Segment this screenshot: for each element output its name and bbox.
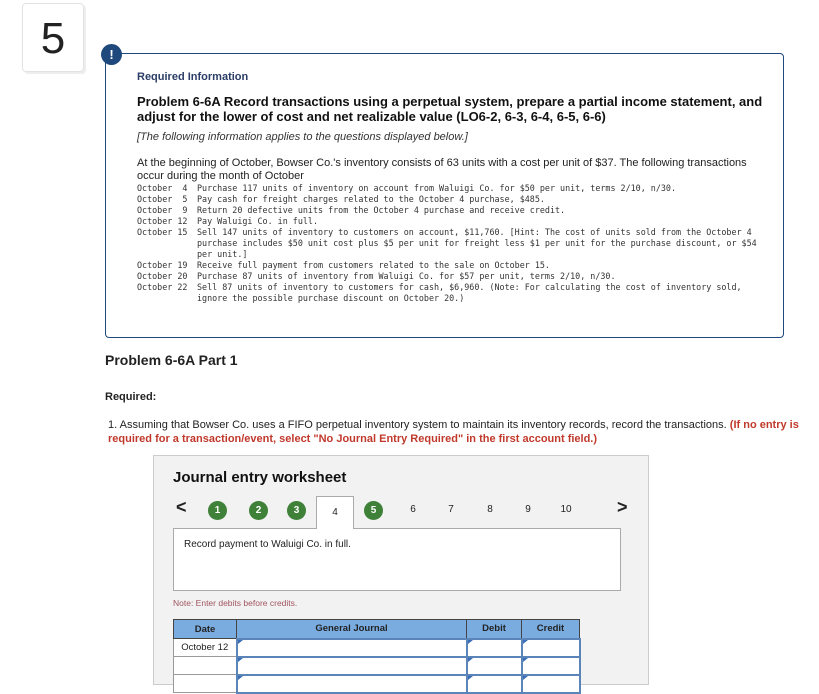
account-select[interactable] — [237, 639, 467, 657]
account-select[interactable] — [237, 675, 467, 693]
transaction-text: Return 20 defective units from the October 4 purchase and receive credit. — [197, 205, 566, 215]
table-row — [174, 675, 580, 693]
transaction-date: October 22 — [137, 282, 188, 292]
instruction-bold: (If no entry is required for a transaction/event, select "No Journal Entry Required" in the first account field.) — [108, 419, 799, 445]
step-7-button[interactable]: 7 — [448, 504, 454, 515]
step-3-button[interactable]: 3 — [287, 501, 306, 520]
step-2-button[interactable]: 2 — [249, 501, 268, 520]
required-info-heading: Required Information — [137, 71, 249, 83]
col-general-journal: General Journal — [237, 620, 467, 639]
credit-input[interactable] — [522, 639, 580, 657]
date-cell: October 12 — [174, 639, 237, 657]
worksheet-title: Journal entry worksheet — [173, 469, 347, 486]
transaction-item — [137, 205, 757, 216]
transaction-text: Pay Waluigi Co. in full. — [197, 216, 319, 226]
transaction-date: October 20 — [137, 271, 188, 281]
table-row — [174, 657, 580, 675]
next-arrow-icon[interactable]: > — [617, 497, 628, 517]
transaction-text: Purchase 87 units of inventory from Waluigi Co. for $57 per unit, terms 2/10, n/30. — [197, 271, 616, 281]
question-number: 5 — [22, 3, 84, 72]
step-4-tab[interactable]: 4 — [316, 496, 354, 529]
transaction-list — [137, 183, 757, 304]
transaction-date: October 9 — [137, 205, 188, 215]
journal-entry-worksheet — [153, 455, 649, 685]
step-6-button[interactable]: 6 — [410, 504, 416, 515]
step-10-button[interactable]: 10 — [560, 504, 572, 515]
transaction-description: Record payment to Waluigi Co. in full. — [173, 528, 621, 591]
transaction-date: October 15 — [137, 227, 188, 237]
transaction-item — [137, 271, 757, 282]
credit-input[interactable] — [522, 657, 580, 675]
col-debit: Debit — [467, 620, 522, 639]
part-title: Problem 6-6A Part 1 — [105, 352, 238, 368]
transaction-date: October 4 — [137, 183, 188, 193]
journal-table — [173, 619, 581, 694]
transaction-item — [137, 194, 757, 205]
step-9-button[interactable]: 9 — [525, 504, 531, 515]
problem-title: Problem 6-6A Record transactions using a perpetual system, prepare a partial income statement, and adjust for the lower of cost and net realizable value (LO6-2, 6-3, 6-4, 6-5, 6-6) — [137, 94, 763, 124]
credit-input[interactable] — [522, 675, 580, 693]
col-credit: Credit — [522, 620, 580, 639]
instruction-text: 1. Assuming that Bowser Co. uses a FIFO perpetual inventory system to maintain its inventory records, record the transactions. — [108, 419, 727, 431]
debit-input[interactable] — [467, 675, 522, 693]
step-1-button[interactable]: 1 — [208, 501, 227, 520]
transaction-item — [137, 183, 757, 194]
step-5-button[interactable]: 5 — [364, 501, 383, 520]
debit-input[interactable] — [467, 639, 522, 657]
debit-input[interactable] — [467, 657, 522, 675]
prev-arrow-icon[interactable]: < — [176, 497, 187, 517]
debits-note: Note: Enter debits before credits. — [173, 598, 298, 608]
intro-text: At the beginning of October, Bowser Co.'s inventory consists of 63 units with a cost per unit of $37. The following transactions occur during the month of October — [137, 157, 747, 182]
transaction-date: October 12 — [137, 216, 188, 226]
transaction-text: Sell 147 units of inventory to customers on account, $11,760. [Hint: The cost of units sold from the October 4 purchase includes $50 unit cost plus $5 per unit for freight less $1 per unit for the purchase discount, or $54 per unit.] — [197, 227, 757, 259]
transaction-text: Pay cash for freight charges related to the October 4 purchase, $485. — [197, 194, 545, 204]
account-select[interactable] — [237, 657, 467, 675]
transaction-text: Sell 87 units of inventory to customers for cash, $6,960. (Note: For calculating the cost of inventory sold, ignore the possible purchase discount on October 20.) — [197, 282, 742, 303]
instruction — [108, 418, 808, 446]
alert-icon: ! — [101, 44, 122, 65]
applies-note: [The following information applies to the questions displayed below.] — [137, 131, 468, 143]
table-row — [174, 639, 580, 657]
transaction-item — [137, 216, 757, 227]
transaction-date: October 19 — [137, 260, 188, 270]
transaction-date: October 5 — [137, 194, 188, 204]
required-label: Required: — [105, 391, 157, 403]
transaction-text: Receive full payment from customers related to the sale on October 15. — [197, 260, 550, 270]
step-8-button[interactable]: 8 — [487, 504, 493, 515]
transaction-text: Purchase 117 units of inventory on account from Waluigi Co. for $50 per unit, terms 2/10, n/30. — [197, 183, 677, 193]
transaction-item — [137, 227, 757, 260]
transaction-item — [137, 282, 757, 304]
date-cell — [174, 675, 237, 693]
transaction-item — [137, 260, 757, 271]
date-cell — [174, 657, 237, 675]
col-date: Date — [174, 620, 237, 639]
